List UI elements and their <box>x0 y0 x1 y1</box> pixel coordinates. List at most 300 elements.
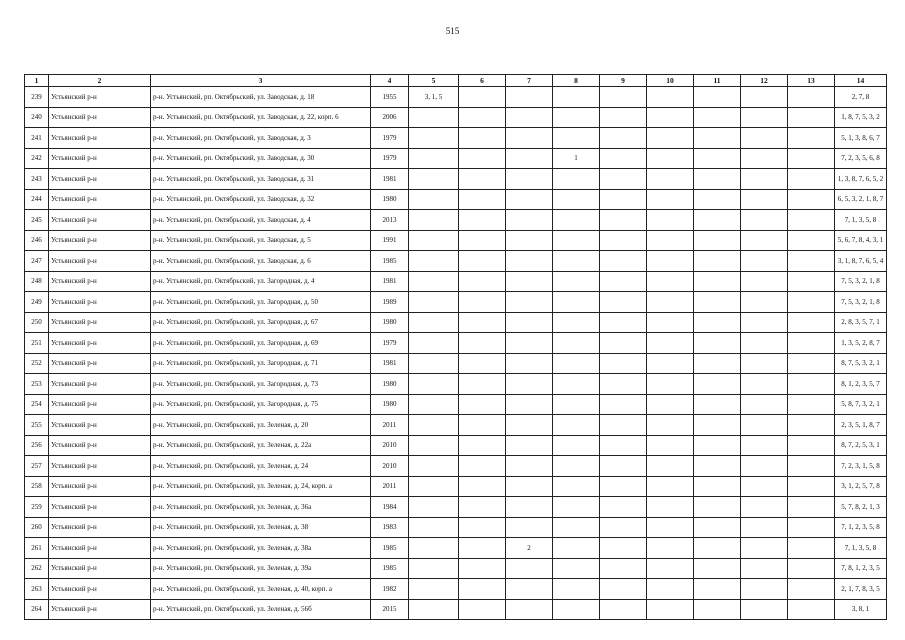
table-cell: 261 <box>25 538 49 559</box>
column-header: 12 <box>741 75 788 87</box>
table-cell <box>788 251 835 272</box>
table-cell <box>694 558 741 579</box>
table-cell <box>553 374 600 395</box>
table-cell <box>409 230 459 251</box>
table-cell <box>788 148 835 169</box>
table-cell: 262 <box>25 558 49 579</box>
table-cell <box>647 251 694 272</box>
table-cell <box>741 353 788 374</box>
table-cell <box>647 435 694 456</box>
table-cell <box>459 476 506 497</box>
table-cell <box>506 189 553 210</box>
table-cell: 1981 <box>371 271 409 292</box>
table-cell <box>553 435 600 456</box>
table-row <box>25 476 887 497</box>
table-cell: 7, 2, 3, 1, 5, 8 <box>835 456 887 477</box>
table-cell <box>647 271 694 292</box>
table-cell: 243 <box>25 169 49 190</box>
table-cell <box>553 599 600 620</box>
table-cell: 7, 1, 3, 5, 8 <box>835 538 887 559</box>
table-row <box>25 292 887 313</box>
table-cell: 1980 <box>371 374 409 395</box>
table-cell <box>694 271 741 292</box>
table-cell <box>647 394 694 415</box>
table-cell <box>647 87 694 108</box>
table-cell: р-н. Устьянский, рп. Октябрьский, ул. Заводская, д. 32 <box>151 189 371 210</box>
column-header: 10 <box>647 75 694 87</box>
table-cell: р-н. Устьянский, рп. Октябрьский, ул. Зеленая, д. 38 <box>151 517 371 538</box>
table-cell <box>459 87 506 108</box>
table-cell <box>553 251 600 272</box>
table-cell <box>553 169 600 190</box>
table-cell <box>506 497 553 518</box>
table-cell: 244 <box>25 189 49 210</box>
table-cell <box>741 312 788 333</box>
table-cell: р-н. Устьянский, рп. Октябрьский, ул. Зеленая, д. 22а <box>151 435 371 456</box>
column-header: 14 <box>835 75 887 87</box>
table-cell: Устьянский р-н <box>49 128 151 149</box>
table-cell: р-н. Устьянский, рп. Октябрьский, ул. Зеленая, д. 56б <box>151 599 371 620</box>
table-cell <box>600 394 647 415</box>
table-cell: 1980 <box>371 189 409 210</box>
table-cell: 256 <box>25 435 49 456</box>
table-cell <box>647 353 694 374</box>
column-header: 7 <box>506 75 553 87</box>
table-cell <box>694 599 741 620</box>
table-cell: 1, 8, 7, 5, 3, 2 <box>835 107 887 128</box>
table-cell <box>694 435 741 456</box>
table-cell: 2010 <box>371 435 409 456</box>
table-cell <box>600 251 647 272</box>
table-cell: 2011 <box>371 476 409 497</box>
table-cell <box>694 476 741 497</box>
table-row <box>25 87 887 108</box>
column-header: 3 <box>151 75 371 87</box>
table-row <box>25 210 887 231</box>
table-cell <box>506 128 553 149</box>
table-cell <box>741 251 788 272</box>
table-cell <box>788 497 835 518</box>
table-cell <box>600 538 647 559</box>
table-cell <box>409 128 459 149</box>
table-cell <box>600 169 647 190</box>
table-cell: р-н. Устьянский, рп. Октябрьский, ул. Загородная, д. 75 <box>151 394 371 415</box>
table-cell: р-н. Устьянский, рп. Октябрьский, ул. Заводская, д. 6 <box>151 251 371 272</box>
table-cell <box>553 292 600 313</box>
table-row <box>25 148 887 169</box>
table-cell <box>694 169 741 190</box>
table-cell: 250 <box>25 312 49 333</box>
table-cell <box>788 558 835 579</box>
table-cell <box>600 87 647 108</box>
table-cell <box>788 579 835 600</box>
table-row <box>25 394 887 415</box>
table-cell <box>459 456 506 477</box>
table-row <box>25 230 887 251</box>
table-cell <box>459 230 506 251</box>
table-row <box>25 579 887 600</box>
table-cell: 1991 <box>371 230 409 251</box>
table-cell: 7, 1, 3, 5, 8 <box>835 210 887 231</box>
table-cell: 252 <box>25 353 49 374</box>
table-cell <box>788 353 835 374</box>
table-cell: р-н. Устьянский, рп. Октябрьский, ул. Загородная, д. 67 <box>151 312 371 333</box>
table-cell: 263 <box>25 579 49 600</box>
table-cell <box>788 456 835 477</box>
table-cell <box>409 251 459 272</box>
table-cell: Устьянский р-н <box>49 517 151 538</box>
table-cell <box>459 189 506 210</box>
table-cell <box>459 374 506 395</box>
table-row <box>25 415 887 436</box>
table-cell: р-н. Устьянский, рп. Октябрьский, ул. Заводская, д. 3 <box>151 128 371 149</box>
table-cell <box>788 538 835 559</box>
table-cell: Устьянский р-н <box>49 169 151 190</box>
table-cell <box>409 476 459 497</box>
table-cell <box>506 333 553 354</box>
table-cell <box>506 292 553 313</box>
table-cell <box>600 333 647 354</box>
table-cell: 8, 7, 2, 5, 3, 1 <box>835 435 887 456</box>
table-cell <box>694 456 741 477</box>
table-cell <box>647 169 694 190</box>
table-cell <box>788 415 835 436</box>
table-cell <box>459 517 506 538</box>
table-cell: Устьянский р-н <box>49 107 151 128</box>
table-cell <box>741 210 788 231</box>
table-cell <box>600 517 647 538</box>
table-row <box>25 251 887 272</box>
table-cell <box>459 251 506 272</box>
table-cell: р-н. Устьянский, рп. Октябрьский, ул. Заводская, д. 30 <box>151 148 371 169</box>
table-cell <box>694 148 741 169</box>
table-cell <box>506 517 553 538</box>
table-row <box>25 456 887 477</box>
table-cell: 1979 <box>371 333 409 354</box>
table-cell <box>553 87 600 108</box>
table-row <box>25 374 887 395</box>
table-cell: 1, 3, 8, 7, 6, 5, 2 <box>835 169 887 190</box>
table-cell <box>741 579 788 600</box>
table-cell: 2, 8, 3, 5, 7, 1 <box>835 312 887 333</box>
table-cell: Устьянский р-н <box>49 497 151 518</box>
table-cell: р-н. Устьянский, рп. Октябрьский, ул. Зеленая, д. 38а <box>151 538 371 559</box>
housing-table <box>24 74 887 620</box>
table-cell: 240 <box>25 107 49 128</box>
table-cell <box>788 312 835 333</box>
table-cell <box>647 538 694 559</box>
table-cell <box>647 333 694 354</box>
table-cell: Устьянский р-н <box>49 435 151 456</box>
table-cell <box>600 435 647 456</box>
table-cell: 254 <box>25 394 49 415</box>
table-cell: р-н. Устьянский, рп. Октябрьский, ул. Загородная, д. 71 <box>151 353 371 374</box>
table-cell: Устьянский р-н <box>49 558 151 579</box>
table-cell <box>506 456 553 477</box>
table-cell <box>600 415 647 436</box>
table-cell <box>409 517 459 538</box>
table-cell <box>694 128 741 149</box>
table-cell: 247 <box>25 251 49 272</box>
table-cell: 264 <box>25 599 49 620</box>
table-cell: 249 <box>25 292 49 313</box>
table-cell <box>647 456 694 477</box>
table-cell: Устьянский р-н <box>49 476 151 497</box>
table-cell <box>553 128 600 149</box>
column-header: 11 <box>694 75 741 87</box>
table-cell <box>788 435 835 456</box>
table-cell <box>459 169 506 190</box>
table-cell <box>600 558 647 579</box>
table-cell: 1985 <box>371 558 409 579</box>
table-cell: Устьянский р-н <box>49 538 151 559</box>
column-header: 9 <box>600 75 647 87</box>
table-cell <box>459 128 506 149</box>
table-cell <box>694 333 741 354</box>
table-cell <box>647 148 694 169</box>
table-cell <box>409 538 459 559</box>
table-row <box>25 599 887 620</box>
table-cell <box>506 415 553 436</box>
table-cell: 260 <box>25 517 49 538</box>
table-row <box>25 128 887 149</box>
table-cell: 251 <box>25 333 49 354</box>
table-cell: Устьянский р-н <box>49 210 151 231</box>
table-cell: Устьянский р-н <box>49 599 151 620</box>
table-cell <box>409 353 459 374</box>
table-cell <box>694 374 741 395</box>
table-cell: 7, 8, 1, 2, 3, 5 <box>835 558 887 579</box>
table-cell <box>553 333 600 354</box>
table-cell <box>647 497 694 518</box>
column-header: 5 <box>409 75 459 87</box>
table-cell <box>459 415 506 436</box>
table-cell <box>788 230 835 251</box>
table-cell <box>553 517 600 538</box>
table-cell: 6, 5, 3, 2, 1, 8, 7 <box>835 189 887 210</box>
table-cell <box>409 415 459 436</box>
table-cell <box>506 251 553 272</box>
table-cell: 2015 <box>371 599 409 620</box>
table-cell: 7, 2, 3, 5, 6, 8 <box>835 148 887 169</box>
table-cell: 5, 8, 7, 3, 2, 1 <box>835 394 887 415</box>
table-cell <box>553 230 600 251</box>
header-row <box>25 75 887 87</box>
table-cell <box>409 148 459 169</box>
table-cell: 5, 1, 3, 8, 6, 7 <box>835 128 887 149</box>
table-cell <box>600 456 647 477</box>
table-cell: р-н. Устьянский, рп. Октябрьский, ул. Заводская, д. 4 <box>151 210 371 231</box>
table-cell <box>409 579 459 600</box>
table-cell <box>647 107 694 128</box>
table-cell: 1980 <box>371 394 409 415</box>
table-cell <box>600 107 647 128</box>
table-cell: 255 <box>25 415 49 436</box>
table-cell: р-н. Устьянский, рп. Октябрьский, ул. Зеленая, д. 20 <box>151 415 371 436</box>
table-cell <box>788 128 835 149</box>
table-cell <box>409 599 459 620</box>
table-cell <box>741 476 788 497</box>
table-cell <box>647 230 694 251</box>
table-cell: 2013 <box>371 210 409 231</box>
table-cell: 1982 <box>371 579 409 600</box>
table-cell: 3, 1, 8, 7, 6, 5, 4 <box>835 251 887 272</box>
table-cell <box>741 394 788 415</box>
table-cell <box>459 558 506 579</box>
table-cell <box>409 394 459 415</box>
table-cell <box>553 456 600 477</box>
table-cell <box>694 210 741 231</box>
table-cell <box>741 333 788 354</box>
table-cell: 2011 <box>371 415 409 436</box>
table-cell: 1980 <box>371 312 409 333</box>
table-cell <box>409 497 459 518</box>
table-cell <box>600 189 647 210</box>
table-cell <box>459 210 506 231</box>
table-cell <box>694 107 741 128</box>
table-cell: р-н. Устьянский, рп. Октябрьский, ул. Зеленая, д. 36а <box>151 497 371 518</box>
table-cell: 253 <box>25 374 49 395</box>
table-cell: 8, 1, 2, 3, 5, 7 <box>835 374 887 395</box>
table-cell <box>741 456 788 477</box>
table-cell <box>647 517 694 538</box>
table-cell: Устьянский р-н <box>49 374 151 395</box>
table-cell <box>409 435 459 456</box>
table-cell <box>694 292 741 313</box>
table-cell <box>600 230 647 251</box>
table-cell: Устьянский р-н <box>49 189 151 210</box>
table-cell <box>506 435 553 456</box>
table-row <box>25 169 887 190</box>
table-cell <box>694 394 741 415</box>
table-row <box>25 107 887 128</box>
table-cell: 7, 5, 3, 2, 1, 8 <box>835 292 887 313</box>
table-cell <box>647 599 694 620</box>
table-cell <box>553 497 600 518</box>
table-cell: р-н. Устьянский, рп. Октябрьский, ул. Зеленая, д. 39а <box>151 558 371 579</box>
table-row <box>25 271 887 292</box>
table-cell: Устьянский р-н <box>49 271 151 292</box>
table-cell: 259 <box>25 497 49 518</box>
table-cell: 5, 7, 8, 2, 1, 3 <box>835 497 887 518</box>
column-header: 4 <box>371 75 409 87</box>
table-row <box>25 517 887 538</box>
table-cell <box>459 292 506 313</box>
table-cell <box>694 230 741 251</box>
table-cell <box>741 148 788 169</box>
table-cell: 3, 1, 2, 5, 7, 8 <box>835 476 887 497</box>
table-cell <box>647 312 694 333</box>
table-cell: 2, 3, 5, 1, 8, 7 <box>835 415 887 436</box>
table-cell <box>553 538 600 559</box>
table-cell <box>600 312 647 333</box>
table-cell <box>694 415 741 436</box>
table-cell: р-н. Устьянский, рп. Октябрьский, ул. Зеленая, д. 40, корп. а <box>151 579 371 600</box>
table-cell <box>741 271 788 292</box>
table-cell <box>409 558 459 579</box>
table-cell: Устьянский р-н <box>49 87 151 108</box>
table-cell <box>788 169 835 190</box>
table-cell <box>459 353 506 374</box>
table-cell: Устьянский р-н <box>49 579 151 600</box>
table-cell <box>409 271 459 292</box>
table-cell <box>600 353 647 374</box>
table-cell: 1985 <box>371 538 409 559</box>
table-cell <box>506 271 553 292</box>
table-row <box>25 558 887 579</box>
table-cell <box>741 374 788 395</box>
table-cell <box>741 128 788 149</box>
table-cell: Устьянский р-н <box>49 251 151 272</box>
table-cell <box>506 107 553 128</box>
table-cell: 1979 <box>371 128 409 149</box>
table-body <box>25 87 887 620</box>
column-header: 8 <box>553 75 600 87</box>
table-cell: 245 <box>25 210 49 231</box>
table-cell: 248 <box>25 271 49 292</box>
table-cell <box>647 579 694 600</box>
column-header: 13 <box>788 75 835 87</box>
table-cell: р-н. Устьянский, рп. Октябрьский, ул. Загородная, д. 73 <box>151 374 371 395</box>
table-cell: Устьянский р-н <box>49 394 151 415</box>
table-cell <box>459 599 506 620</box>
table-cell <box>553 415 600 436</box>
table-cell <box>553 189 600 210</box>
table-cell: 2 <box>506 538 553 559</box>
table-cell <box>694 312 741 333</box>
table-cell <box>647 292 694 313</box>
table-cell: р-н. Устьянский, рп. Октябрьский, ул. Заводская, д. 18 <box>151 87 371 108</box>
table-cell: Устьянский р-н <box>49 456 151 477</box>
table-cell <box>506 599 553 620</box>
table-cell <box>459 435 506 456</box>
table-row <box>25 312 887 333</box>
table-cell: 1981 <box>371 353 409 374</box>
table-cell <box>600 148 647 169</box>
table-cell: Устьянский р-н <box>49 292 151 313</box>
table-cell <box>788 107 835 128</box>
table-cell <box>409 189 459 210</box>
table-cell: 257 <box>25 456 49 477</box>
table-cell <box>647 374 694 395</box>
table-cell: р-н. Устьянский, рп. Октябрьский, ул. Зеленая, д. 24, корп. а <box>151 476 371 497</box>
table-cell <box>694 87 741 108</box>
table-cell: Устьянский р-н <box>49 148 151 169</box>
table-cell <box>600 128 647 149</box>
table-cell <box>741 599 788 620</box>
table-cell <box>553 394 600 415</box>
table-cell <box>553 312 600 333</box>
table-cell <box>600 599 647 620</box>
table-cell <box>694 353 741 374</box>
table-cell <box>506 394 553 415</box>
table-cell <box>741 107 788 128</box>
table-cell <box>409 333 459 354</box>
table-cell: 8, 7, 5, 3, 2, 1 <box>835 353 887 374</box>
table-cell <box>459 394 506 415</box>
table-cell <box>647 415 694 436</box>
page-number: 515 <box>445 26 460 36</box>
table-cell <box>459 148 506 169</box>
table-cell: р-н. Устьянский, рп. Октябрьский, ул. Загородная, д. 69 <box>151 333 371 354</box>
table-cell: 1955 <box>371 87 409 108</box>
column-header: 6 <box>459 75 506 87</box>
table-cell <box>459 579 506 600</box>
table-cell <box>788 374 835 395</box>
table-cell <box>788 271 835 292</box>
table-cell <box>506 579 553 600</box>
table-cell <box>741 517 788 538</box>
